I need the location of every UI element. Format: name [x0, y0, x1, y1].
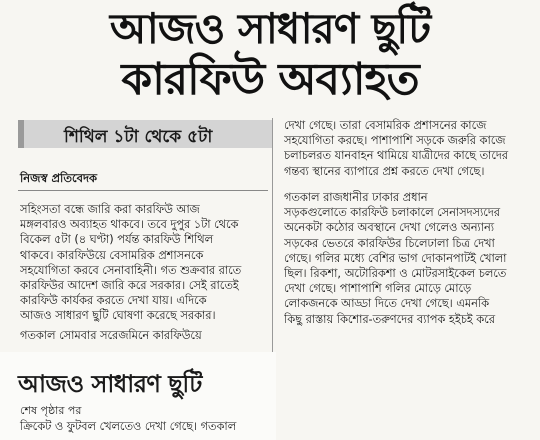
text-line: লোকজনকে আড্ডা দিতে দেখা গেছে। এমনকি	[284, 297, 490, 311]
text-line: দেখা গেছে। তারা বেসামরিক প্রশাসনের কাজে	[284, 119, 487, 132]
headline-line2: কারফিউ অব্যাহত	[121, 54, 419, 105]
right-column-paragraph-2	[284, 190, 532, 327]
text-line: চলাচলরত যানবাহন থামিয়ে যাত্রীদের কাছে তাদের	[284, 149, 509, 163]
text-line: সড়কের ভেতরে কারফিউর চিলেঢালা চিত্র দেখা	[284, 236, 495, 250]
text-line: কিছু রাস্তায় কিশোর-তরুণদের ব্যাপক হইচই করে	[284, 312, 495, 326]
text-line: মঙ্গলবারও অব্যাহত থাকবে। তবে দুপুর ১টা থেকে	[20, 218, 239, 232]
text-line: দেখা গেছে। পাশাপাশি গলির মোড়ে মোড়ে	[284, 282, 472, 296]
text-line: গেছে। গলির মধ্যে বেশির ভাগ দোকানপাটই খোলা	[284, 251, 507, 265]
text-line: কারফিউর আদেশ জারি করে সরকার। সেই রাতেই	[20, 279, 239, 293]
left-column-paragraph-2	[20, 328, 268, 343]
headline-line1: আজও সাধারণ ছুটি	[109, 4, 431, 53]
text-line: বিকেল ৫টা (৪ ঘণ্টা) পর্যন্ত কারফিউ শিথিল	[20, 233, 213, 247]
text-line: সহযোগিতা করছে। পাশাপাশি সড়কে জরুরি কাজে	[284, 134, 506, 148]
text-line: সড়কগুলোতে কারফিউ চলাকালে সেনাসদস্যদের	[284, 206, 500, 220]
subheading: শিথিল ১টা থেকে ৫টা	[64, 127, 213, 147]
byline-rule	[18, 190, 268, 191]
byline: নিজস্ব প্রতিবেদক	[20, 171, 98, 185]
right-column-paragraph-1	[284, 118, 532, 179]
text-line: গন্তব্য স্থানের ব্যাপারে প্রশ্ন করতে দেখা গেছে।	[284, 164, 485, 178]
text-line: থাকবে। কারফিউয়ে বেসামরিক প্রশাসনকে	[20, 248, 204, 262]
subheading-box	[18, 120, 272, 148]
text-line: অনেকটা কঠোর অবস্থানে দেখা গেলেও অন্যান্য	[284, 221, 495, 235]
continuation-title: আজও সাধারণ ছুটি	[18, 370, 202, 398]
left-column-paragraph-1	[20, 202, 268, 324]
text-line: গতকাল সোমবার সরেজমিনে কারফিউয়ে	[20, 329, 202, 342]
continued-from-label: শেষ পৃষ্ঠার পর	[20, 404, 82, 417]
text-line: সহযোগিতা করবে সেনাবাহিনী। গত শুক্রবার রাতে	[20, 263, 242, 277]
text-line: কারফিউ কার্যকর করতে দেখা যায়। এদিকে	[20, 294, 207, 308]
text-line: ছিল। রিকশা, অটোরিকশা ও মোটরসাইকেল চলতে	[284, 267, 507, 281]
continuation-text: ক্রিকেট ও ফুটবল খেলতেও দেখা গেছে। গতকাল	[20, 420, 237, 433]
text-line: গতকাল রাজধানীর ঢাকার প্রধান	[284, 191, 428, 204]
text-line: আজও সাধারণ ছুটি ঘোষণা করেছে সরকার।	[20, 309, 216, 323]
text-line: সহিংসতা বন্ধে জারি করা কারফিউ আজ	[20, 203, 200, 216]
